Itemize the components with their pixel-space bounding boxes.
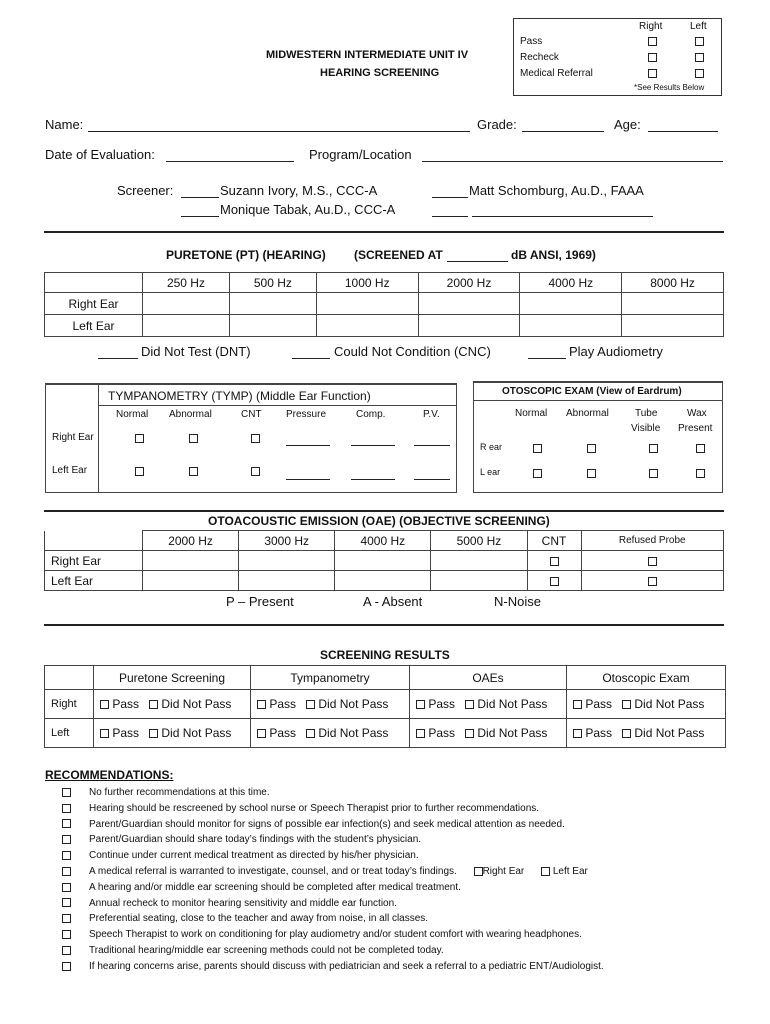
- results-left-tymp: [251, 719, 410, 748]
- oae-right-cnt-cell: [527, 551, 581, 571]
- recommendation-text: Continue under current medical treatment as directed by his/her physician.: [89, 850, 419, 862]
- puretone-corner: [45, 273, 143, 293]
- oto-right-tube-checkbox[interactable]: [649, 444, 658, 453]
- divider-3: [44, 624, 724, 626]
- recommendation-item: [62, 880, 722, 896]
- pass-checkbox[interactable]: [257, 729, 266, 738]
- recommendation-checkbox[interactable]: [62, 867, 71, 876]
- oto-col-normal: Normal: [515, 408, 548, 419]
- fail-label: Did Not Pass: [318, 726, 389, 740]
- tymp-row-left: Left Ear: [52, 465, 88, 476]
- results-summary-box: [513, 18, 722, 96]
- play-audiometry-label: Play Audiometry: [569, 344, 663, 359]
- puretone-freq-1000: 1000 Hz: [316, 273, 418, 293]
- recheck-right-checkbox[interactable]: [648, 53, 657, 62]
- recommendation-text: Parent/Guardian should monitor for signs of possible ear infection(s) and seek medical attention as needed.: [89, 818, 565, 830]
- oto-left-normal-checkbox[interactable]: [533, 469, 542, 478]
- oae-row-right: Right Ear: [45, 551, 143, 571]
- org-name: MIDWESTERN INTERMEDIATE UNIT IV: [266, 49, 469, 61]
- tymp-left-comp-field[interactable]: [351, 479, 395, 480]
- oto-right-wax-checkbox[interactable]: [696, 444, 705, 453]
- divider-1: [44, 231, 724, 233]
- form-title: HEARING SCREENING: [320, 67, 440, 79]
- pass-checkbox[interactable]: [573, 700, 582, 709]
- fail-checkbox[interactable]: [465, 700, 474, 709]
- tymp-col-comp: Comp.: [356, 409, 386, 420]
- recheck-left-checkbox[interactable]: [695, 53, 704, 62]
- fail-checkbox[interactable]: [149, 700, 158, 709]
- recommendation-text: A hearing and/or middle ear screening should be completed after medical treatment.: [89, 881, 461, 893]
- results-row-recheck: Recheck: [520, 52, 559, 63]
- puretone-cell[interactable]: [143, 315, 230, 337]
- oae-row-left: Left Ear: [45, 571, 143, 591]
- tymp-left-pv-field[interactable]: [414, 479, 450, 480]
- fail-label: Did Not Pass: [318, 697, 389, 711]
- play-blank[interactable]: [528, 358, 566, 359]
- oto-left-tube-checkbox[interactable]: [649, 469, 658, 478]
- puretone-title: PURETONE (PT) (HEARING): [166, 248, 326, 262]
- recommendation-item: [62, 896, 722, 912]
- oae-col-3000: 3000 Hz: [239, 531, 335, 551]
- oae-title: OTOACOUSTIC EMISSION (OAE) (OBJECTIVE SCREENING): [208, 514, 550, 528]
- oae-legend-noise: N-Noise: [494, 594, 541, 609]
- oae-cell[interactable]: [335, 551, 431, 571]
- referral-right-checkbox[interactable]: [648, 69, 657, 78]
- recommendation-item: [62, 911, 722, 927]
- oto-right-abnormal-checkbox[interactable]: [587, 444, 596, 453]
- tymp-col-pressure: Pressure: [286, 409, 327, 420]
- oae-left-refused-cell: [581, 571, 724, 591]
- tymp-right-cnt-checkbox[interactable]: [251, 434, 260, 443]
- oae-cell[interactable]: [335, 571, 431, 591]
- puretone-cell[interactable]: [418, 293, 520, 315]
- tymp-right-normal-checkbox[interactable]: [135, 434, 144, 443]
- recommendation-text: Hearing should be rescreened by school nurse or Speech Therapist prior to further recommendations.: [89, 802, 540, 814]
- screener-blank-3[interactable]: [181, 216, 219, 217]
- tymp-col-abnormal: Abnormal: [169, 409, 212, 420]
- recommendation-item: [62, 801, 722, 817]
- pass-label: Pass: [428, 697, 456, 711]
- results-row-left: Left: [45, 719, 94, 748]
- puretone-freq-2000: 2000 Hz: [418, 273, 520, 293]
- referral-right-ear-checkbox[interactable]: [474, 867, 483, 876]
- recommendation-item: [62, 832, 722, 848]
- oae-cell[interactable]: [431, 551, 527, 571]
- fail-label: Did Not Pass: [634, 697, 705, 711]
- oae-corner: [45, 531, 143, 551]
- date-field[interactable]: [166, 161, 294, 162]
- results-col-otoscopic: Otoscopic Exam: [567, 666, 726, 690]
- pass-checkbox[interactable]: [573, 729, 582, 738]
- puretone-table: [44, 272, 724, 337]
- oae-legend-absent: A - Absent: [363, 594, 423, 609]
- puretone-cell[interactable]: [316, 293, 418, 315]
- recommendation-checkbox[interactable]: [62, 914, 71, 923]
- results-left-otoscopic: [567, 719, 726, 748]
- recommendation-checkbox[interactable]: [62, 804, 71, 813]
- pass-label: Pass: [269, 726, 297, 740]
- oae-right-cnt-checkbox[interactable]: [550, 557, 559, 566]
- results-row-right: Right: [45, 690, 94, 719]
- results-right-otoscopic: [567, 690, 726, 719]
- recommendation-checkbox[interactable]: [62, 883, 71, 892]
- recommendation-checkbox[interactable]: [62, 962, 71, 971]
- recommendation-text: Speech Therapist to work on conditioning for play audiometry and/or student comfort with wearing headphones.: [89, 929, 582, 941]
- tymp-right-abnormal-checkbox[interactable]: [189, 434, 198, 443]
- fail-label: Did Not Pass: [634, 726, 705, 740]
- puretone-cell[interactable]: [622, 293, 724, 315]
- puretone-db-field[interactable]: [447, 261, 508, 262]
- oae-table: [44, 530, 724, 591]
- screening-results-table: [44, 665, 726, 748]
- referral-right-ear-label: Right Ear: [482, 865, 525, 877]
- tymp-col-pv: P.V.: [423, 409, 440, 420]
- age-field[interactable]: [648, 131, 718, 132]
- recommendation-item: [62, 943, 722, 959]
- name-field[interactable]: [88, 131, 470, 132]
- recommendation-text: Traditional hearing/middle ear screening methods could not be completed today.: [89, 944, 444, 956]
- otoscopic-box: [473, 381, 723, 493]
- oae-right-refused-cell: [581, 551, 724, 571]
- oto-left-wax-checkbox[interactable]: [696, 469, 705, 478]
- recommendations-title: RECOMMENDATIONS:: [45, 768, 174, 782]
- results-corner: [45, 666, 94, 690]
- tymp-left-col-line: [98, 385, 99, 493]
- screener-option-2: Matt Schomburg, Au.D., FAAA: [469, 183, 644, 198]
- tymp-col-cnt: CNT: [241, 409, 262, 420]
- pass-right-checkbox[interactable]: [648, 37, 657, 46]
- puretone-freq-4000: 4000 Hz: [520, 273, 622, 293]
- recommendation-checkbox[interactable]: [62, 819, 71, 828]
- fail-checkbox[interactable]: [306, 700, 315, 709]
- recommendation-checkbox[interactable]: [62, 898, 71, 907]
- fail-checkbox[interactable]: [622, 700, 631, 709]
- grade-label: Grade:: [477, 117, 517, 132]
- results-note: *See Results Below: [634, 83, 705, 92]
- puretone-cell[interactable]: [622, 315, 724, 337]
- dnt-label: Did Not Test (DNT): [141, 344, 251, 359]
- recommendation-item: [62, 848, 722, 864]
- tymp-divider: [98, 405, 457, 406]
- fail-checkbox[interactable]: [306, 729, 315, 738]
- puretone-cell[interactable]: [418, 315, 520, 337]
- puretone-freq-250: 250 Hz: [143, 273, 230, 293]
- recommendation-item: [62, 927, 722, 943]
- tymp-col-normal: Normal: [116, 409, 149, 420]
- oae-cell[interactable]: [431, 571, 527, 591]
- oto-row-left: L ear: [480, 467, 501, 477]
- oae-col-cnt: CNT: [527, 531, 581, 551]
- oto-col-visible: Visible: [631, 423, 661, 434]
- recommendation-checkbox[interactable]: [62, 835, 71, 844]
- tympanometry-title: TYMPANOMETRY (TYMP) (Middle Ear Function): [108, 389, 371, 403]
- recommendation-checkbox[interactable]: [62, 930, 71, 939]
- results-right-puretone: [94, 690, 251, 719]
- program-label: Program/Location: [309, 147, 412, 162]
- results-col-oae: OAEs: [410, 666, 567, 690]
- oae-cell[interactable]: [239, 571, 335, 591]
- screener-blank-2[interactable]: [432, 197, 468, 198]
- pass-label: Pass: [428, 726, 456, 740]
- oae-cell[interactable]: [143, 551, 239, 571]
- recommendation-checkbox[interactable]: [62, 851, 71, 860]
- puretone-cell[interactable]: [316, 315, 418, 337]
- oto-row-right: R ear: [480, 442, 503, 452]
- tymp-right-comp-field[interactable]: [351, 445, 395, 446]
- screener-label: Screener:: [117, 183, 174, 198]
- name-label: Name:: [45, 117, 84, 132]
- date-label: Date of Evaluation:: [45, 147, 155, 162]
- recommendation-checkbox[interactable]: [62, 946, 71, 955]
- puretone-cell[interactable]: [229, 315, 316, 337]
- screener-blank-1[interactable]: [181, 197, 219, 198]
- recommendation-checkbox[interactable]: [62, 788, 71, 797]
- oto-divider: [474, 400, 722, 401]
- oto-col-wax: Wax: [687, 408, 707, 419]
- recommendation-text: Annual recheck to monitor hearing sensitivity and middle ear function.: [89, 897, 397, 909]
- pass-label: Pass: [585, 697, 613, 711]
- tympanometry-box: [45, 383, 457, 493]
- recommendation-text: If hearing concerns arise, parents should discuss with pediatrician and seek a referral to a pediatric ENT/Audiologist.: [89, 960, 604, 972]
- oae-col-4000: 4000 Hz: [335, 531, 431, 551]
- recommendation-item: [62, 817, 722, 833]
- puretone-screened-prefix: (SCREENED AT: [354, 248, 443, 262]
- pass-label: Pass: [269, 697, 297, 711]
- puretone-cell[interactable]: [143, 293, 230, 315]
- results-right-oae: [410, 690, 567, 719]
- fail-label: Did Not Pass: [161, 697, 232, 711]
- recommendation-text: A medical referral is warranted to investigate, counsel, and or treat today’s findings.: [89, 865, 457, 877]
- recommendation-text: Parent/Guardian should share today’s findings with the student’s physician.: [89, 834, 422, 846]
- tymp-row-right: Right Ear: [52, 432, 94, 443]
- results-col-tymp: Tympanometry: [251, 666, 410, 690]
- screener-blank-4[interactable]: [432, 216, 468, 217]
- tymp-left-normal-checkbox[interactable]: [135, 467, 144, 476]
- grade-field[interactable]: [522, 131, 604, 132]
- results-row-referral: Medical Referral: [520, 68, 593, 79]
- oae-left-refused-checkbox[interactable]: [648, 577, 657, 586]
- results-left-puretone: [94, 719, 251, 748]
- referral-left-checkbox[interactable]: [695, 69, 704, 78]
- oae-col-5000: 5000 Hz: [431, 531, 527, 551]
- tymp-left-pressure-field[interactable]: [286, 479, 330, 480]
- recommendation-text: Preferential seating, close to the teacher and away from noise, in all classes.: [89, 913, 429, 925]
- puretone-cell[interactable]: [520, 293, 622, 315]
- cnc-blank[interactable]: [292, 358, 330, 359]
- recommendation-item: [62, 959, 722, 975]
- oae-col-refused: Refused Probe: [581, 531, 724, 551]
- recommendation-item: [62, 864, 722, 880]
- pass-checkbox[interactable]: [100, 729, 109, 738]
- oto-col-present: Present: [678, 423, 713, 434]
- screening-results-title: SCREENING RESULTS: [320, 648, 450, 662]
- oto-col-abnormal: Abnormal: [566, 408, 609, 419]
- referral-left-ear-label: Left Ear: [552, 865, 588, 877]
- puretone-freq-500: 500 Hz: [229, 273, 316, 293]
- oto-right-normal-checkbox[interactable]: [533, 444, 542, 453]
- referral-right-ear-option: [474, 866, 525, 877]
- fail-checkbox[interactable]: [622, 729, 631, 738]
- oto-col-tube: Tube: [635, 408, 658, 419]
- pass-checkbox[interactable]: [100, 700, 109, 709]
- results-col-right: Right: [639, 21, 663, 32]
- fail-label: Did Not Pass: [477, 726, 548, 740]
- tymp-left-cnt-checkbox[interactable]: [251, 467, 260, 476]
- recommendation-item: [62, 785, 722, 801]
- oae-cell[interactable]: [143, 571, 239, 591]
- results-col-left: Left: [690, 21, 707, 32]
- screener-other-field[interactable]: [472, 216, 653, 217]
- puretone-cell[interactable]: [229, 293, 316, 315]
- oae-cell[interactable]: [239, 551, 335, 571]
- puretone-screened-suffix: dB ANSI, 1969): [511, 248, 596, 262]
- results-row-pass: Pass: [520, 36, 543, 47]
- screener-option-3: Monique Tabak, Au.D., CCC-A: [220, 202, 396, 217]
- tymp-right-pressure-field[interactable]: [286, 445, 330, 446]
- pass-label: Pass: [585, 726, 613, 740]
- tymp-right-pv-field[interactable]: [414, 445, 450, 446]
- referral-left-ear-checkbox[interactable]: [541, 867, 550, 876]
- results-col-puretone: Puretone Screening: [94, 666, 251, 690]
- pass-left-checkbox[interactable]: [695, 37, 704, 46]
- puretone-cell[interactable]: [520, 315, 622, 337]
- otoscopic-title: OTOSCOPIC EXAM (View of Eardrum): [502, 386, 682, 397]
- oae-col-2000: 2000 Hz: [143, 531, 239, 551]
- puretone-row-right: Right Ear: [45, 293, 143, 315]
- age-label: Age:: [614, 117, 641, 132]
- recommendation-text: No further recommendations at this time.: [89, 787, 270, 798]
- cnc-label: Could Not Condition (CNC): [334, 344, 491, 359]
- oae-left-cnt-checkbox[interactable]: [550, 577, 559, 586]
- pass-checkbox[interactable]: [257, 700, 266, 709]
- fail-checkbox[interactable]: [149, 729, 158, 738]
- results-left-oae: [410, 719, 567, 748]
- oae-legend-present: P – Present: [226, 594, 294, 609]
- dnt-blank[interactable]: [98, 358, 138, 359]
- program-field[interactable]: [422, 161, 723, 162]
- pass-checkbox[interactable]: [416, 700, 425, 709]
- results-right-tymp: [251, 690, 410, 719]
- oae-right-refused-checkbox[interactable]: [648, 557, 657, 566]
- puretone-freq-8000: 8000 Hz: [622, 273, 724, 293]
- screener-option-1: Suzann Ivory, M.S., CCC-A: [220, 183, 378, 198]
- oae-left-cnt-cell: [527, 571, 581, 591]
- pass-checkbox[interactable]: [416, 729, 425, 738]
- puretone-row-left: Left Ear: [45, 315, 143, 337]
- fail-label: Did Not Pass: [477, 697, 548, 711]
- fail-checkbox[interactable]: [465, 729, 474, 738]
- fail-label: Did Not Pass: [161, 726, 232, 740]
- oto-left-abnormal-checkbox[interactable]: [587, 469, 596, 478]
- tymp-left-abnormal-checkbox[interactable]: [189, 467, 198, 476]
- recommendations-list: [62, 785, 722, 975]
- pass-label: Pass: [112, 726, 140, 740]
- divider-2: [44, 510, 724, 512]
- pass-label: Pass: [112, 697, 140, 711]
- referral-left-ear-option: [541, 866, 588, 877]
